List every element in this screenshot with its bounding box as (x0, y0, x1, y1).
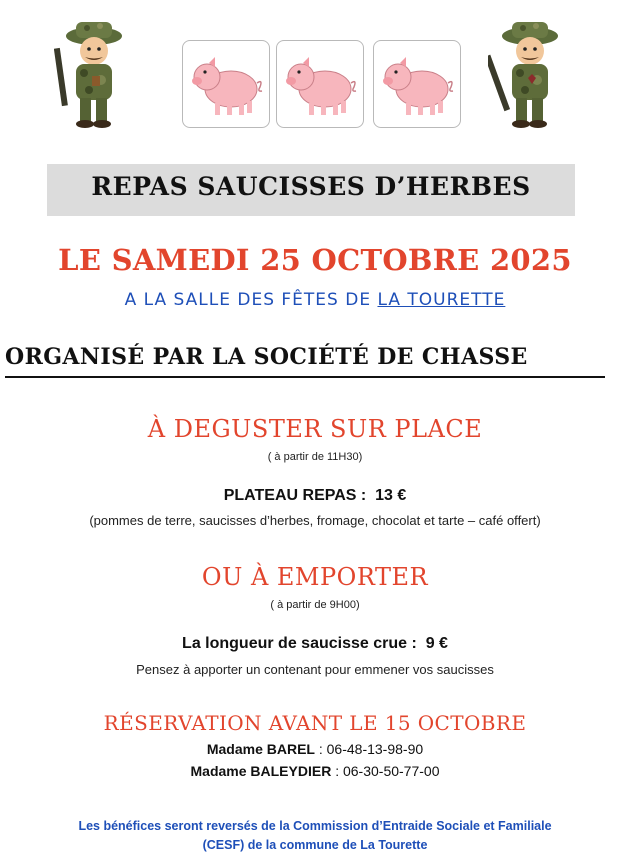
reservation-heading: RÉSERVATION AVANT LE 15 OCTOBRE (103, 711, 527, 735)
footer-note (0, 817, 630, 855)
event-date: LE SAMEDI 25 OCTOBRE 2025 (58, 243, 572, 277)
plate-label: PLATEAU REPAS : (223, 487, 367, 504)
footer-line-1: Les bénéfices seront reversés de la Commission d’Entraide Sociale et Familiale (78, 819, 552, 833)
contact-name: Madame BAREL (206, 741, 315, 757)
plate-price: 13 € (375, 487, 407, 504)
venue-place: LA TOURETTE (377, 290, 506, 310)
contact-name: Madame BALEYDIER (190, 763, 332, 779)
takeaway-time: ( à partir de 9H00) (270, 599, 360, 611)
organizer-underline (5, 376, 605, 378)
pig-icon (183, 41, 269, 127)
event-venue (0, 290, 630, 310)
organizer: ORGANISÉ PAR LA SOCIÉTÉ DE CHASSE (5, 344, 528, 370)
takeaway-heading: OU À EMPORTER (201, 563, 429, 591)
contact-line-2 (0, 763, 630, 779)
sausage-line (0, 635, 630, 653)
contact-phone: : 06-48-13-98-90 (314, 741, 424, 757)
on-site-heading: À DEGUSTER SUR PLACE (147, 415, 483, 443)
pig-illustration-3 (373, 40, 461, 128)
hunter-illustration-right (488, 18, 566, 130)
hunter-icon (54, 18, 132, 130)
hunter-illustration-left (54, 18, 132, 130)
pig-icon (374, 41, 460, 127)
pig-illustration-1 (182, 40, 270, 128)
hunter-icon (488, 18, 566, 130)
takeaway-note: Pensez à apporter un contenant pour emmener vos saucisses (136, 662, 494, 677)
pig-icon (277, 41, 363, 127)
contact-phone: : 06-30-50-77-00 (331, 763, 440, 779)
venue-prefix: A LA SALLE DES FÊTES DE (124, 290, 378, 310)
sausage-label: La longueur de saucisse crue : (182, 635, 417, 652)
contact-line-1 (0, 741, 630, 757)
plate-line (0, 487, 630, 505)
sausage-price: 9 € (425, 635, 448, 652)
event-title: REPAS SAUCISSES D’HERBES (91, 172, 531, 201)
on-site-time: ( à partir de 11H30) (267, 451, 363, 463)
plate-details: (pommes de terre, saucisses d’herbes, fromage, chocolat et tarte – café offert) (89, 513, 541, 528)
pig-illustration-2 (276, 40, 364, 128)
footer-line-2: (CESF) de la commune de La Tourette (202, 838, 428, 852)
